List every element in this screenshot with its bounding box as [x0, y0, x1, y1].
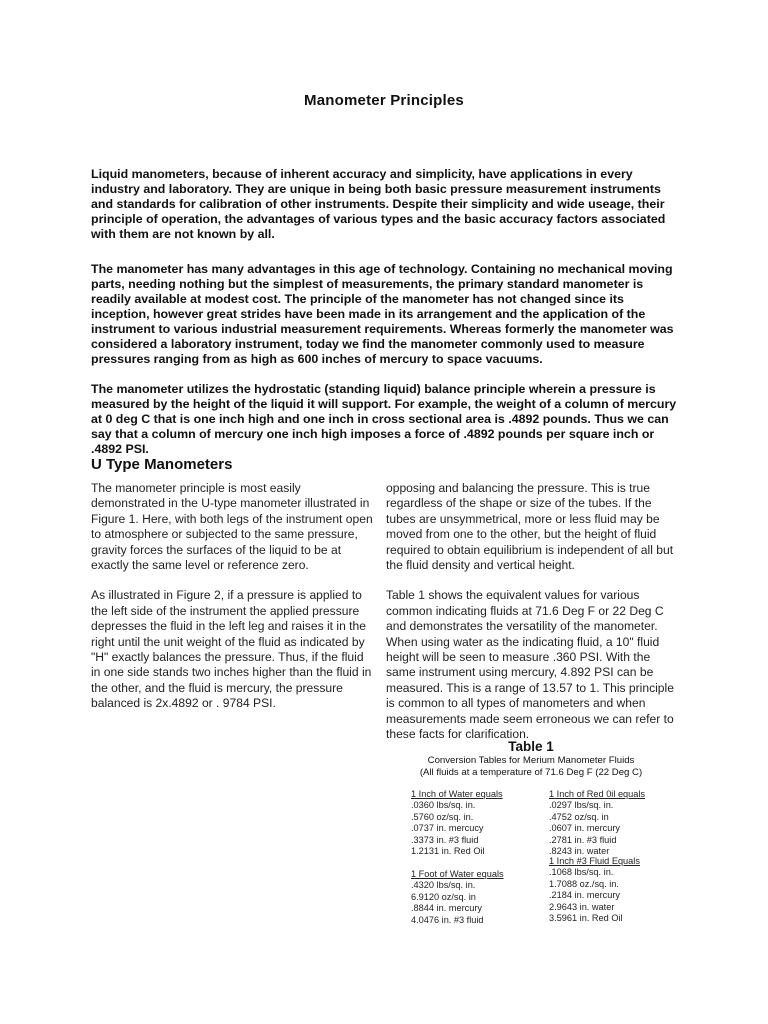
- table-row: .3373 in. #3 fluid: [411, 834, 479, 845]
- left-column-paragraph: The manometer principle is most easily demonstrated in the U-type manometer illustrated in Figure 1. Here, with both legs of the instrument open to atmosphere or subjected to the same pressure, gravity forces the surfaces of the liquid to be at exactly the same level or reference zero.: [91, 481, 373, 573]
- left-column: [91, 481, 375, 727]
- table-row: 6.9120 oz/sq. in: [411, 891, 476, 902]
- table-row: .8243 in. water: [549, 846, 610, 857]
- intro-paragraph-3: [91, 382, 681, 457]
- table-row: 2.9643 in. water: [549, 901, 615, 912]
- table-row: .0297 lbs/sq. in.: [549, 800, 614, 811]
- table-red-oil-header: 1 Inch of Red 0il equals: [549, 789, 646, 799]
- table-row: 4.0476 in. #3 fluid: [411, 914, 484, 925]
- table-title: Table 1: [508, 739, 554, 754]
- right-column-paragraph: Table 1 shows the equivalent values for various common indicating fluids at 71.6 Deg F or 22 Deg C and demonstrates the versatility of the manometer. When using water as the indicating fluid, a 10" fluid height will be seen to measure .360 PSI. With the same instrument using mercury, 4.892 PSI can be measured. This is a range of 13.57 to 1. This principle is common to all types of manometers and when measurements made seem erroneous we can refer to these facts for clarification.: [386, 588, 674, 742]
- table-foot-water-block: [411, 869, 504, 926]
- intro-paragraph-1: [91, 167, 681, 242]
- table-subtitle-line-1: Conversion Tables for Merium Manometer Fluids: [427, 755, 635, 766]
- table-fluid3-block: [549, 856, 640, 924]
- table-row: 1.7088 oz./sq. in.: [549, 878, 619, 889]
- section-heading: U Type Manometers: [91, 456, 233, 473]
- table-water-block: [411, 789, 503, 857]
- table-row: 1.2131 in. Red Oil: [411, 846, 485, 857]
- left-column-paragraph: As illustrated in Figure 2, if a pressure is applied to the left side of the instrument the applied pressure depresses the fluid in the left leg and raises it in the right until the unit weight of the fluid as indicated by "H" exactly balances the pressure. Thus, if the fluid in one side stands two inches higher than the fluid in the other, and the fluid is mercury, the pressure balanced is 2x.4892 or . 9784 PSI.: [91, 588, 372, 711]
- table-subtitle-line-2: (All fluids at a temperature of 71.6 Deg F (22 Deg C): [419, 767, 643, 778]
- table-row: .0360 lbs/sq. in.: [411, 800, 476, 811]
- table-foot-water-header: 1 Foot of Water equals: [411, 869, 504, 879]
- table-row: .2781 in. #3 fluid: [549, 834, 617, 845]
- right-column: [386, 481, 676, 758]
- table-row: .0737 in. mercucy: [411, 823, 484, 834]
- right-column-paragraph: opposing and balancing the pressure. This is true regardless of the shape or size of the tubes. If the tubes are unsymmetrical, more or less fluid may be moved from one to the other, but the height of fluid required to obtain equilibrium is independent of all but the fluid density and vertical height.: [386, 481, 674, 573]
- table-row: .2184 in. mercury: [549, 890, 620, 901]
- table-red-oil-block: [549, 789, 645, 857]
- table-fluid3-header: 1 Inch #3 Fluid Equals: [549, 856, 640, 866]
- table-row: 3.5961 in. Red Oil: [549, 913, 623, 924]
- intro-paragraph-2: [91, 262, 681, 367]
- table-row: .4752 oz/sq. in: [549, 811, 609, 822]
- intro-paragraph-2-text: The manometer has many advantages in this age of technology. Containing no mechanical moving parts, needing nothing but the simplest of measurements, the primary standard manometer is readily available at modest cost. The principle of the manometer has not changed since its inception, however great strides have been made in its arrangement and the application of the instrument to various industrial measurement requirements. Whereas formerly the manometer was considered a laboratory instrument, today we find the manometer commonly used to measure pressures ranging from as high as 600 inches of mercury to space vacuums.: [91, 262, 674, 366]
- intro-paragraph-1-text: Liquid manometers, because of inherent accuracy and simplicity, have applications in every industry and laboratory. They are unique in being both basic pressure measurement instruments and standards for calibration of other instruments. Despite their simplicity and wide useage, their principle of operation, the advantages of various types and the basic accuracy factors associated with them are not known by all.: [91, 167, 666, 241]
- table-row: .1068 lbs/sq. in.: [549, 867, 614, 878]
- table-water-header: 1 Inch of Water equals: [411, 789, 503, 799]
- table-row: .5760 oz/sq. in.: [411, 811, 474, 822]
- table-row: .0607 in. mercury: [549, 823, 620, 834]
- intro-paragraph-3-text: The manometer utilizes the hydrostatic (standing liquid) balance principle wherein a pressure is measured by the height of the liquid it will support. For example, the weight of a column of mercury at 0 deg C that is one inch high and one inch in cross sectional area is .4892 pounds. Thus we can say that a column of mercury one inch high imposes a force of .4892 pounds per square inch or .4892 PSI.: [91, 382, 677, 456]
- table-subtitle: [386, 755, 676, 779]
- table-row: .8844 in. mercury: [411, 903, 482, 914]
- page-title: Manometer Principles: [304, 92, 464, 109]
- table-row: .4320 lbs/sq. in.: [411, 880, 476, 891]
